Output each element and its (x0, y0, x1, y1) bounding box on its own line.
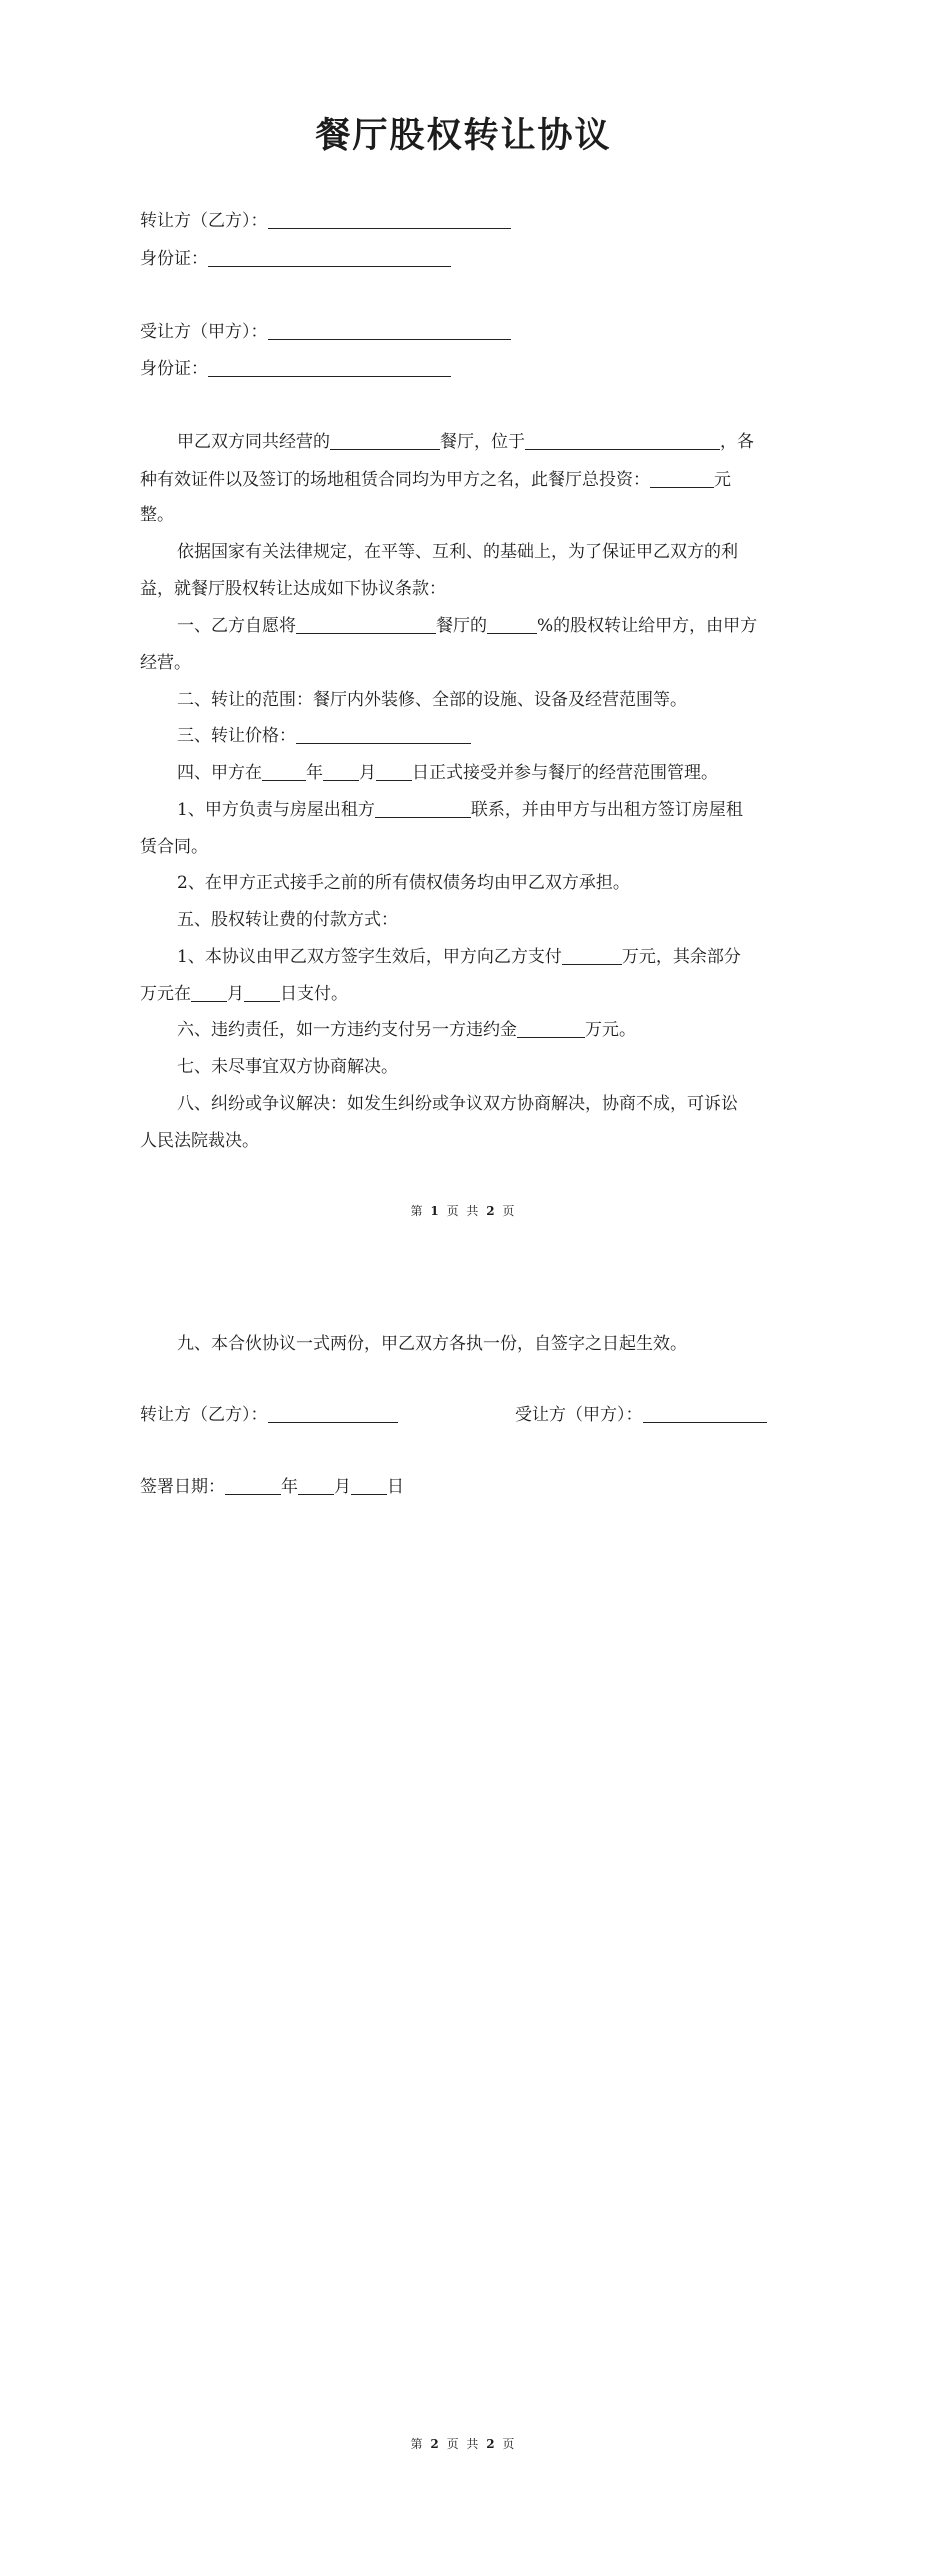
text-span: 元 (714, 470, 731, 490)
footer-text: 页 共 (446, 2437, 481, 2451)
text-span: 万元。 (585, 1020, 636, 1040)
paragraph-line: 赁合同。 (140, 837, 208, 857)
footer-text: 第 (410, 2437, 425, 2451)
landlord-blank[interactable] (375, 799, 471, 818)
transferee-blank[interactable] (268, 321, 511, 340)
sign-day-blank[interactable] (351, 1476, 387, 1495)
text-span: 甲乙双方同共经营的 (177, 432, 330, 452)
page-number: 1 (430, 1204, 441, 1218)
document-title: 餐厅股权转让协议 (315, 115, 612, 156)
transferor-id-blank[interactable] (208, 248, 451, 267)
transferee-signature-blank[interactable] (643, 1404, 767, 1423)
penalty-blank[interactable] (517, 1019, 585, 1038)
paragraph-line: 依据国家有关法律规定，在平等、互利、的基础上，为了保证甲乙双方的利 (177, 542, 738, 562)
text-span: 日 (387, 1477, 404, 1497)
price-blank[interactable] (296, 725, 471, 744)
text-span: 年 (306, 763, 323, 783)
day-blank[interactable] (376, 762, 412, 781)
page-footer-2 (0, 2435, 927, 2452)
clause-5-1 (140, 945, 827, 969)
text-span: 万元在 (140, 984, 191, 1004)
text-span: 日正式接受并参与餐厅的经营范围管理。 (412, 763, 718, 783)
signature-line (515, 1403, 815, 1427)
investment-blank[interactable] (650, 469, 714, 488)
clause-8: 八、纠纷或争议解决：如发生纠纷或争议双方协商解决，协商不成，可诉讼 (177, 1094, 738, 1114)
transferor-blank[interactable] (268, 210, 511, 229)
footer-text: 第 (410, 1204, 425, 1218)
text-span: 一、乙方自愿将 (177, 616, 296, 636)
footer-text: 页 (502, 1204, 517, 1218)
clause-6 (140, 1018, 827, 1042)
text-span: 1、甲方负责与房屋出租方 (177, 800, 375, 820)
year-blank[interactable] (262, 762, 306, 781)
payment-blank[interactable] (562, 946, 622, 965)
clause-2: 二、转让的范围：餐厅内外装修、全部的设施、设备及经营范围等。 (177, 690, 687, 710)
percent-blank[interactable] (487, 615, 537, 634)
clause-4-1 (140, 798, 827, 822)
transferor-line (140, 209, 790, 233)
text-span: 餐厅，位于 (440, 432, 525, 452)
text-span: 联系，并由甲方与出租方签订房屋租 (470, 800, 743, 820)
text-span: 万元，其余部分 (621, 947, 741, 967)
text-span: 月 (227, 984, 244, 1004)
paragraph-line: 人民法院裁决。 (140, 1131, 259, 1151)
paragraph-line (140, 468, 790, 492)
text-span: 转让方（乙方）： (140, 1405, 268, 1425)
text-span: 月 (334, 1477, 351, 1497)
text-span: 四、甲方在 (177, 763, 262, 783)
transferor-label: 转让方（乙方）： (140, 211, 268, 231)
transferee-id-line (140, 357, 790, 381)
clause-4-2: 2、在甲方正式接手之前的所有债权债务均由甲乙双方承担。 (177, 873, 630, 893)
text-span: 年 (281, 1477, 298, 1497)
month-blank[interactable] (191, 983, 227, 1002)
text-span: 餐厅的 (436, 616, 487, 636)
clause-5: 五、股权转让费的付款方式： (177, 910, 398, 930)
id-label: 身份证： (140, 359, 208, 379)
text-span: 三、转让价格： (177, 726, 296, 746)
transferor-signature-blank[interactable] (268, 1404, 398, 1423)
paragraph-line: 经营。 (140, 653, 191, 673)
paragraph-line: 整。 (140, 505, 174, 525)
clause-1 (140, 614, 827, 638)
text-span: 六、违约责任，如一方违约支付另一方违约金 (177, 1020, 517, 1040)
sign-year-blank[interactable] (225, 1476, 281, 1495)
restaurant-blank[interactable] (296, 615, 436, 634)
page-footer-1 (0, 1202, 927, 1219)
transferor-id-line (140, 247, 790, 271)
transferee-label: 受让方（甲方）： (140, 322, 268, 342)
text-span: %的股权转让给甲方，由甲方 (537, 616, 758, 636)
text-span: 签署日期： (140, 1477, 225, 1497)
text-span: 1、本协议由甲乙双方签字生效后，甲方向乙方支付 (177, 947, 562, 967)
clause-9: 九、本合伙协议一式两份，甲乙双方各执一份，自签字之日起生效。 (177, 1334, 687, 1354)
page-total: 2 (486, 1204, 497, 1218)
location-blank[interactable] (525, 431, 720, 450)
transferee-id-blank[interactable] (208, 358, 451, 377)
text-span: 月 (359, 763, 376, 783)
text-span: 种有效证件以及签订的场地租赁合同均为甲方之名，此餐厅总投资： (140, 470, 650, 490)
page-number: 2 (430, 2437, 441, 2451)
date-line (140, 1475, 790, 1499)
footer-text: 页 (502, 2437, 517, 2451)
text-span: ，各 (720, 432, 754, 452)
paragraph-line: 益，就餐厅股权转让达成如下协议条款： (140, 579, 446, 599)
id-label: 身份证： (140, 249, 208, 269)
text-span: 受让方（甲方）： (515, 1405, 643, 1425)
clause-7: 七、未尽事宜双方协商解决。 (177, 1057, 398, 1077)
month-blank[interactable] (323, 762, 359, 781)
page-total: 2 (486, 2437, 497, 2451)
footer-text: 页 共 (446, 1204, 481, 1218)
clause-4 (140, 761, 827, 785)
sign-month-blank[interactable] (298, 1476, 334, 1495)
transferee-line (140, 320, 790, 344)
paragraph-line (140, 982, 790, 1006)
restaurant-name-blank[interactable] (330, 431, 440, 450)
clause-3 (140, 724, 827, 748)
day-blank[interactable] (244, 983, 280, 1002)
paragraph-line (140, 430, 827, 454)
text-span: 日支付。 (280, 984, 348, 1004)
